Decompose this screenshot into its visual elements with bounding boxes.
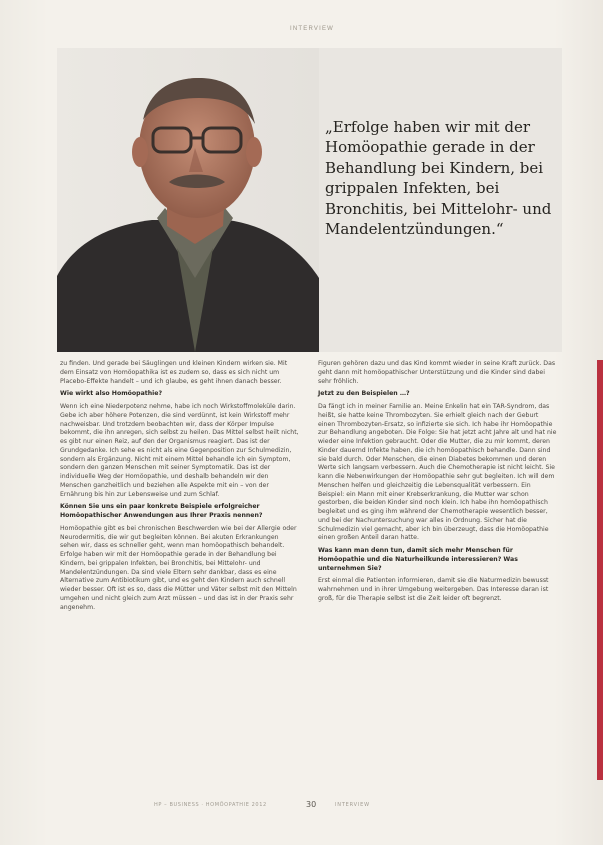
page-footer	[0, 800, 603, 812]
paragraph: zu finden. Und gerade bei Säuglingen und kleinen Kindern wirken sie. Mit dem Einsatz von Homöopathika ist es zudem so, dass es sich nicht um Placebo-Effekte handelt – und ich glaube, es geht ihnen danach besser.	[60, 360, 288, 385]
paragraph: Wenn ich eine Niederpotenz nehme, habe ich noch Wirkstoffmoleküle darin. Gebe ich aber höhere Potenzen, die sind verdünnt, ist kein Wirkstoff mehr nachweisbar. Und trotzdem beobachten wir, dass der Körper Impulse bekommt, die ihn anregen, sich selbst zu heilen. Das Mittel selbst heilt nicht, es gibt nur einen Reiz, auf den der Organismus reagiert. Das ist der Grundgedanke. Ich sehe es nicht als eine Gegenposition zur Schulmedizin, sondern als Ergänzung. Nicht mit einem Mittel behandle ich ein Symptom, sondern den ganzen Menschen mit seiner Symptomatik. Das ist der individuelle Weg der Homöopathie, und deshalb behandeln wir den Menschen ganzheitlich und beziehen alle Aspekte mit ein – von der Ernährung bis hin zur Lebensweise und zum Schlaf.	[60, 403, 299, 498]
article-column-left	[60, 360, 299, 616]
portrait-photo	[57, 48, 319, 352]
footer-section: INTERVIEW	[335, 802, 370, 808]
question-heading: Jetzt zu den Beispielen …?	[318, 390, 410, 398]
question-heading: Können Sie uns ein paar konkrete Beispiele erfolgreicher Homöopathischer Anwendungen aus Ihrer Praxis nennen?	[60, 503, 263, 519]
paragraph: Da fängt ich in meiner Familie an. Meine Enkelin hat ein TAR-Syndrom, das heißt, sie hatte keine Thrombozyten. Sie erhielt gleich nach der Geburt einen Thrombozyten-Ersatz, so infizierte sie sich. Ich habe ihr Homöopathie zur Behandlung angeboten. Die Folge: Sie hat jetzt acht Jahre alt und hat nie wieder eine Infektion gebraucht. Oder die Mutter, die zu mir kommt, deren Kinder dauernd Infekte haben, die ich homöopathisch behandle. Dann sind sie bald durch. Oder Menschen, die einen Diabetes bekommen und deren Werte sich langsam verbessern. Auch die Chemotherapie ist nicht leicht. Sie kann die Nebenwirkungen der Homöopathie sehr gut begleiten. Ich will dem Menschen helfen und gleichzeitig die Lebensqualität verbessern. Ein Beispiel: ein Mann mit einer Krebserkrankung, die Mutter war schon gestorben, die beiden Kinder sind noch klein. Ich habe ihn homöopathisch begleitet und es ging ihm während der Chemotherapie wesentlich besser, und bei der Nachuntersuchung war alles in Ordnung. Sicher hat die Schulmedizin viel gemacht, aber ich bin überzeugt, dass die Homöopathie einen großen Anteil daran hatte.	[318, 403, 557, 542]
article-column-right	[318, 360, 557, 608]
paragraph: Erst einmal die Patienten informieren, damit sie die Naturmedizin bewusst wahrnehmen und in ihrer Umgebung weitergeben. Das Interesse daran ist groß, für die Therapie selbst ist die Zeit leider oft begrenzt.	[318, 577, 549, 602]
paragraph: Homöopathie gibt es bei chronischen Beschwerden wie bei der Allergie oder Neurodermitis, die wir gut begleiten können. Bei akuten Erkrankungen sehen wir, dass es schneller geht, wenn man homöopathisch behandelt. Erfolge haben wir mit der Homöopathie gerade in der Behandlung bei Kindern, bei grippalen Infekten, bei Bronchitis, bei Mittelohr- und Mandelentzündungen. Da sind viele Eltern sehr dankbar, dass es eine Alternative zum Antibiotikum gibt, und es geht den Kindern auch schnell wieder besser. Oft ist es so, dass die Mütter und Väter selbst mit den Mitteln umgehen und nicht gleich zum Arzt müssen – und das ist in der Praxis sehr angenehm.	[60, 524, 297, 611]
section-tag: INTERVIEW	[290, 26, 335, 32]
footer-publication: HP – BUSINESS · HOMÖOPATHIE 2012	[154, 802, 267, 808]
portrait-illustration	[57, 48, 319, 352]
page-number: 30	[306, 800, 317, 809]
pull-quote: „Erfolge haben wir mit der Homöopathie gerade in der Behandlung bei Kindern, bei grippalen Infekten, bei Bronchitis, bei Mittelohr- und Mandelentzündungen.“	[325, 118, 552, 239]
page-edge-accent	[597, 360, 603, 780]
paragraph: Figuren gehören dazu und das Kind kommt wieder in seine Kraft zurück. Das geht dann mit homöopathischer Unterstützung und die Kinder sind dabei sehr fröhlich.	[318, 360, 556, 385]
question-heading: Was kann man denn tun, damit sich mehr Menschen für Homöopathie und die Naturheilkunde interessieren? Was unternehmen Sie?	[318, 547, 518, 572]
question-heading: Wie wirkt also Homöopathie?	[60, 390, 163, 398]
